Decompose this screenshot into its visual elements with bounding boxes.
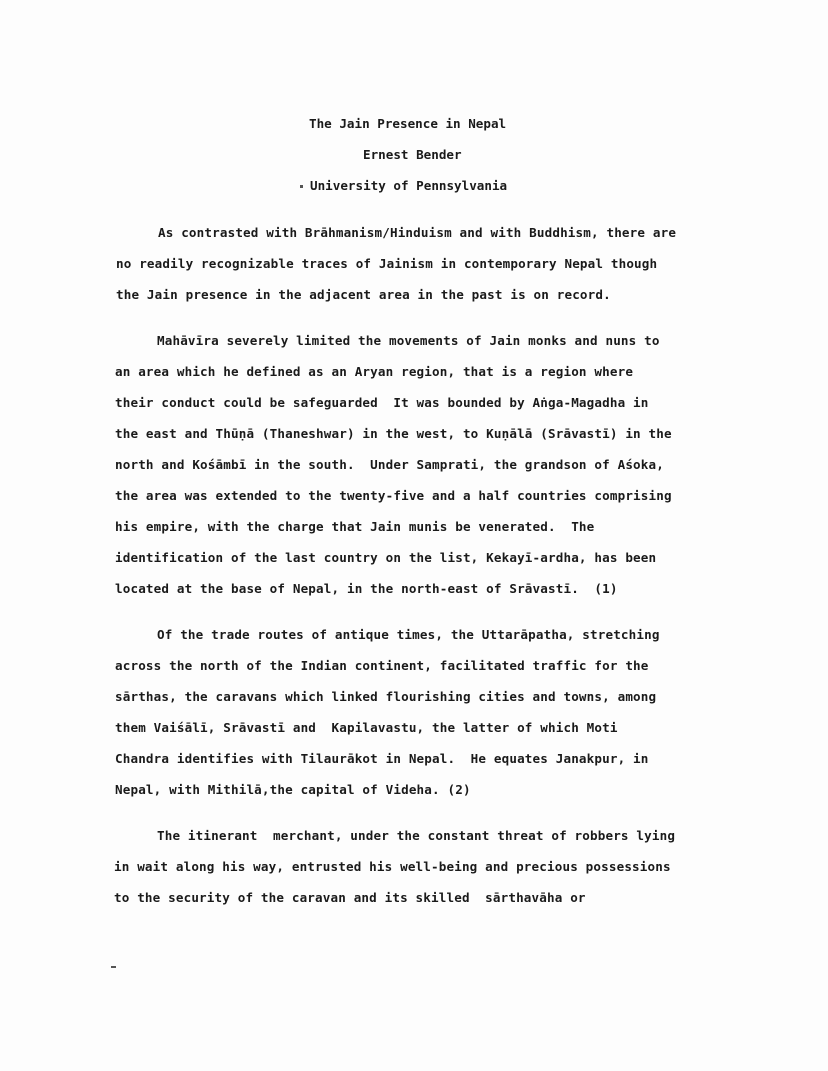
paragraph-2-line-9: located at the base of Nepal, in the north-east of Srāvastī. (1) <box>115 581 618 596</box>
paragraph-2-line-2: an area which he defined as an Aryan region, that is a region where <box>115 364 634 379</box>
paragraph-3-line-4: them Vaiśālī, Srāvastī and Kapilavastu, the latter of which Moti <box>115 720 618 735</box>
paragraph-2-line-3: their conduct could be safeguarded It was bounded by Aṅga-Magadha in <box>115 395 649 410</box>
paragraph-2-line-5: north and Kośāmbī in the south. Under Samprati, the grandson of Aśoka, <box>115 457 664 472</box>
paragraph-1-line-3: the Jain presence in the adjacent area in the past is on record. <box>116 287 611 302</box>
paragraph-3-line-6: Nepal, with Mithilā,the capital of Videha. (2) <box>115 782 471 797</box>
document-affiliation: University of Pennsylvania <box>310 178 508 193</box>
paragraph-4-line-2: in wait along his way, entrusted his well-being and precious possessions <box>114 859 671 874</box>
paragraph-2-line-8: identification of the last country on the list, Kekayī-ardha, has been <box>115 550 657 565</box>
paragraph-3-line-3: sārthas, the caravans which linked flourishing cities and towns, among <box>115 689 657 704</box>
paragraph-2-line-7: his empire, with the charge that Jain munis be venerated. The <box>115 519 595 534</box>
paragraph-3-line-5: Chandra identifies with Tilaurākot in Nepal. He equates Janakpur, in <box>115 751 649 766</box>
scan-speck <box>111 966 116 968</box>
document-author: Ernest Bender <box>363 147 462 162</box>
paragraph-2-line-4: the east and Thūṇā (Thaneshwar) in the west, to Kuṇālā (Srāvastī) in the <box>115 426 672 441</box>
document-title: The Jain Presence in Nepal <box>309 116 507 131</box>
paragraph-2-line-6: the area was extended to the twenty-five and a half countries comprising <box>115 488 672 503</box>
paragraph-4-line-3: to the security of the caravan and its skilled sārthavāha or <box>114 890 586 905</box>
paragraph-1-line-1: As contrasted with Brāhmanism/Hinduism and with Buddhism, there are <box>158 225 677 240</box>
paragraph-3-line-2: across the north of the Indian continent, facilitated traffic for the <box>115 658 649 673</box>
paragraph-1-line-2: no readily recognizable traces of Jainism in contemporary Nepal though <box>116 256 658 271</box>
paragraph-2-line-1: Mahāvīra severely limited the movements of Jain monks and nuns to <box>157 333 660 348</box>
paragraph-4-line-1: The itinerant merchant, under the constant threat of robbers lying <box>157 828 676 843</box>
scan-speck <box>300 185 303 188</box>
paragraph-3-line-1: Of the trade routes of antique times, the Uttarāpatha, stretching <box>157 627 660 642</box>
